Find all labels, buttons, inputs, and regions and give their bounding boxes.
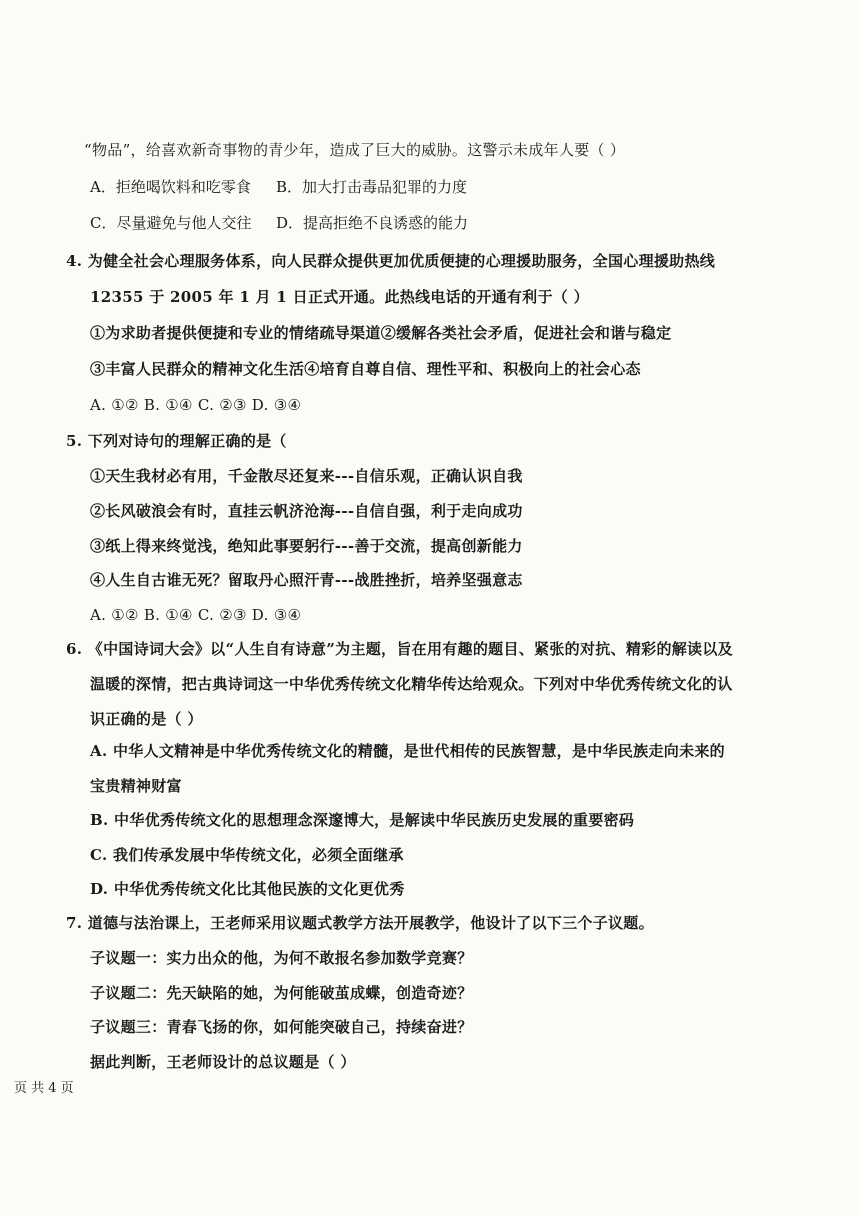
q7-stem: 7. 道德与法治课上，王老师采用议题式教学方法开展教学，他设计了以下三个子议题。 — [66, 914, 654, 932]
q5-item-4: ④人生自古谁无死？留取丹心照汗青---战胜挫折，培养坚强意志 — [90, 571, 523, 589]
q4-options: A. ①② B. ①④ C. ②③ D. ③④ — [90, 396, 302, 414]
q3-option-b: B．加大打击毒品犯罪的力度 — [276, 178, 468, 196]
q4-stem-line1: 4. 为健全社会心理服务体系，向人民群众提供更加优质便捷的心理援助服务，全国心理援助热线 — [66, 252, 716, 270]
q3-options-row1 — [90, 177, 467, 197]
q6-option-c: C. 我们传承发展中华传统文化，必须全面继承 — [90, 846, 404, 864]
q3-option-c: C．尽量避免与他人交往 — [90, 214, 252, 232]
q5-item-3: ③纸上得来终觉浅，绝知此事要躬行---善于交流，提高创新能力 — [90, 537, 523, 555]
page-footer: 页 共 4 页 — [14, 1081, 74, 1096]
q4-items-line1: ①为求助者提供便捷和专业的情绪疏导渠道②缓解各类社会矛盾，促进社会和谐与稳定 — [90, 324, 672, 342]
q5-item-1: ①天生我材必有用，千金散尽还复来---自信乐观，正确认识自我 — [90, 467, 523, 485]
q7-sub-topic-1: 子议题一：实力出众的他，为何不敢报名参加数学竞赛？ — [90, 949, 473, 967]
q4-stem-line2: 12355 于 2005 年 1 月 1 日正式开通。此热线电话的开通有利于（ ） — [90, 288, 589, 306]
q6-option-a-line1: A. 中华人文精神是中华优秀传统文化的精髓，是世代相传的民族智慧，是中华民族走向未来的 — [90, 742, 725, 760]
q6-option-a-line2: 宝贵精神财富 — [90, 777, 182, 795]
q6-option-d: D. 中华优秀传统文化比其他民族的文化更优秀 — [90, 880, 405, 898]
q3-options-row2 — [90, 213, 468, 233]
q6-stem-line2: 温暖的深情，把古典诗词这一中华优秀传统文化精华传达给观众。下列对中华优秀传统文化的认 — [90, 675, 733, 693]
q5-stem: 5. 下列对诗句的理解正确的是（ — [66, 432, 287, 450]
q6-option-b: B. 中华优秀传统文化的思想理念深邃博大，是解读中华民族历史发展的重要密码 — [90, 811, 635, 829]
q3-option-d: D．提高拒绝不良诱惑的能力 — [276, 214, 469, 232]
q5-options: A. ①② B. ①④ C. ②③ D. ③④ — [90, 606, 302, 624]
q6-stem-line3: 识正确的是（ ） — [90, 710, 203, 728]
q7-sub-topic-3: 子议题三：青春飞扬的你，如何能突破自己，持续奋进？ — [90, 1018, 473, 1036]
q7-conclusion: 据此判断，王老师设计的总议题是（ ） — [90, 1053, 356, 1071]
q6-stem-line1: 6. 《中国诗词大会》以“人生自有诗意”为主题，旨在用有趣的题目、紧张的对抗、精彩的解读以及 — [66, 640, 733, 658]
q3-stem-tail: “物品”，给喜欢新奇事物的青少年，造成了巨大的威胁。这警示未成年人要（ ） — [84, 141, 626, 159]
q4-items-line2: ③丰富人民群众的精神文化生活④培育自尊自信、理性平和、积极向上的社会心态 — [90, 360, 641, 378]
q3-option-a: A．拒绝喝饮料和吃零食 — [90, 178, 251, 196]
q7-sub-topic-2: 子议题二：先天缺陷的她，为何能破茧成蝶，创造奇迹？ — [90, 984, 473, 1002]
q5-item-2: ②长风破浪会有时，直挂云帆济沧海---自信自强，利于走向成功 — [90, 502, 523, 520]
